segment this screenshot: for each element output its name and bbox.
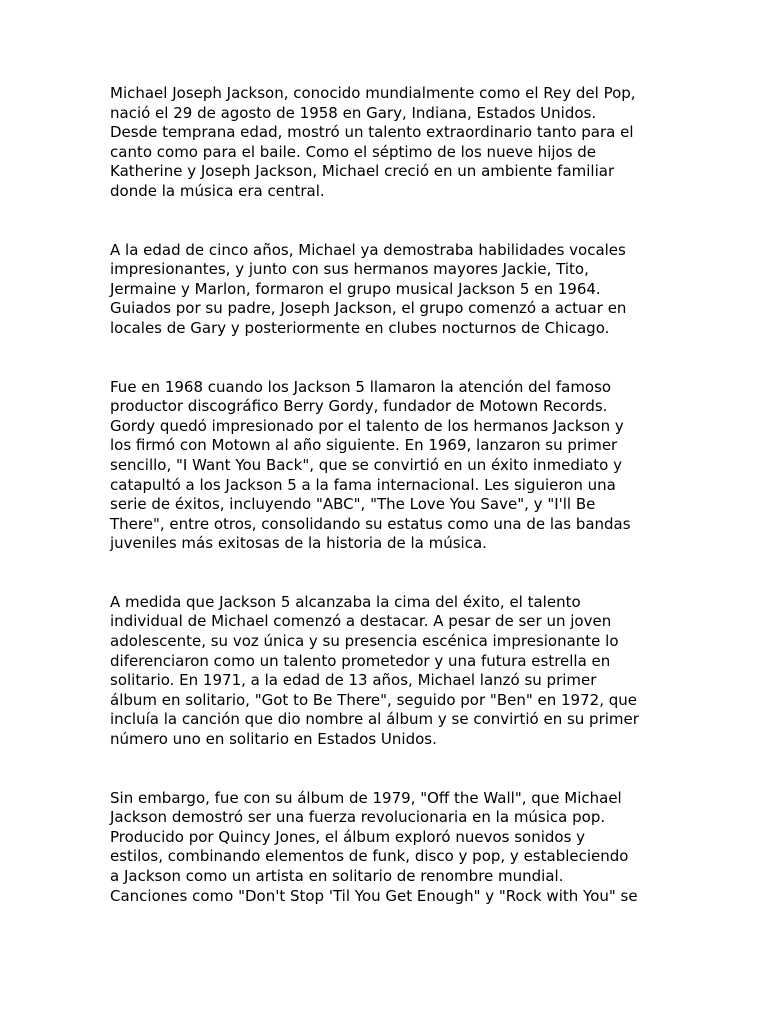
text-line: Guiados por su padre, Joseph Jackson, el grupo comenzó a actuar en: [110, 299, 627, 318]
text-line: A la edad de cinco años, Michael ya demostraba habilidades vocales: [110, 240, 626, 259]
text-line: incluía la canción que dio nombre al álbum y se convirtió en su primer: [110, 710, 639, 729]
paragraph-2: [110, 241, 670, 339]
text-line: a Jackson como un artista en solitario de renombre mundial.: [110, 867, 564, 885]
text-line: nació el 29 de agosto de 1958 en Gary, Indiana, Estados Unidos.: [110, 103, 597, 122]
text-line: Fue en 1968 cuando los Jackson 5 llamaron la atención del famoso: [110, 377, 612, 396]
text-line: Jermaine y Marlon, formaron el grupo musical Jackson 5 en 1964.: [110, 279, 601, 298]
text-line: catapultó a los Jackson 5 a la fama internacional. Les siguieron una: [110, 475, 616, 494]
text-line: Gordy quedó impresionado por el talento de los hermanos Jackson y: [110, 416, 624, 435]
text-line: Canciones como "Don't Stop 'Til You Get Enough" y "Rock with You" se: [110, 886, 638, 905]
text-line: Sin embargo, fue con su álbum de 1979, "Off the Wall", que Michael: [110, 788, 622, 807]
text-line: serie de éxitos, incluyendo "ABC", "The Love You Save", y "I'll Be: [110, 495, 596, 514]
text-line: Desde temprana edad, mostró un talento extraordinario tanto para el: [110, 123, 634, 142]
text-line: Katherine y Joseph Jackson, Michael creció en un ambiente familiar: [110, 162, 615, 181]
text-line: locales de Gary y posteriormente en clubes nocturnos de Chicago.: [110, 318, 610, 337]
text-line: diferenciaron como un talento prometedor y una futura estrella en: [110, 651, 611, 670]
paragraph-1: [110, 84, 670, 202]
text-line: juveniles más exitosas de la historia de la música.: [110, 534, 487, 553]
text-line: número uno en solitario en Estados Unidos.: [110, 730, 437, 749]
text-line: Michael Joseph Jackson, conocido mundialmente como el Rey del Pop,: [110, 84, 636, 102]
paragraph-4: [110, 593, 670, 750]
text-line: A medida que Jackson 5 alcanzaba la cima del éxito, el talento: [110, 592, 581, 611]
paragraph-5: [110, 789, 670, 907]
text-line: donde la música era central.: [110, 181, 325, 200]
text-line: sencillo, "I Want You Back", que se convirtió en un éxito inmediato y: [110, 455, 622, 474]
text-line: los firmó con Motown al año siguiente. En 1969, lanzaron su primer: [110, 436, 618, 455]
text-line: canto como para el baile. Como el séptimo de los nueve hijos de: [110, 142, 597, 161]
text-line: solitario. En 1971, a la edad de 13 años, Michael lanzó su primer: [110, 671, 597, 690]
text-line: productor discográfico Berry Gordy, fundador de Motown Records.: [110, 397, 608, 416]
document-body: [110, 84, 670, 945]
text-line: There", entre otros, consolidando su estatus como una de las bandas: [110, 514, 631, 533]
text-line: impresionantes, y junto con sus hermanos mayores Jackie, Tito,: [110, 260, 589, 279]
paragraph-3: [110, 378, 670, 554]
text-line: Jackson demostró ser una fuerza revolucionaria en la música pop.: [110, 808, 606, 827]
text-line: álbum en solitario, "Got to Be There", seguido por "Ben" en 1972, que: [110, 690, 637, 709]
text-line: Producido por Quincy Jones, el álbum exploró nuevos sonidos y: [110, 827, 586, 846]
text-line: individual de Michael comenzó a destacar. A pesar de ser un joven: [110, 612, 612, 631]
text-line: estilos, combinando elementos de funk, disco y pop, y estableciendo: [110, 847, 629, 866]
text-line: adolescente, su voz única y su presencia escénica impresionante lo: [110, 632, 619, 651]
